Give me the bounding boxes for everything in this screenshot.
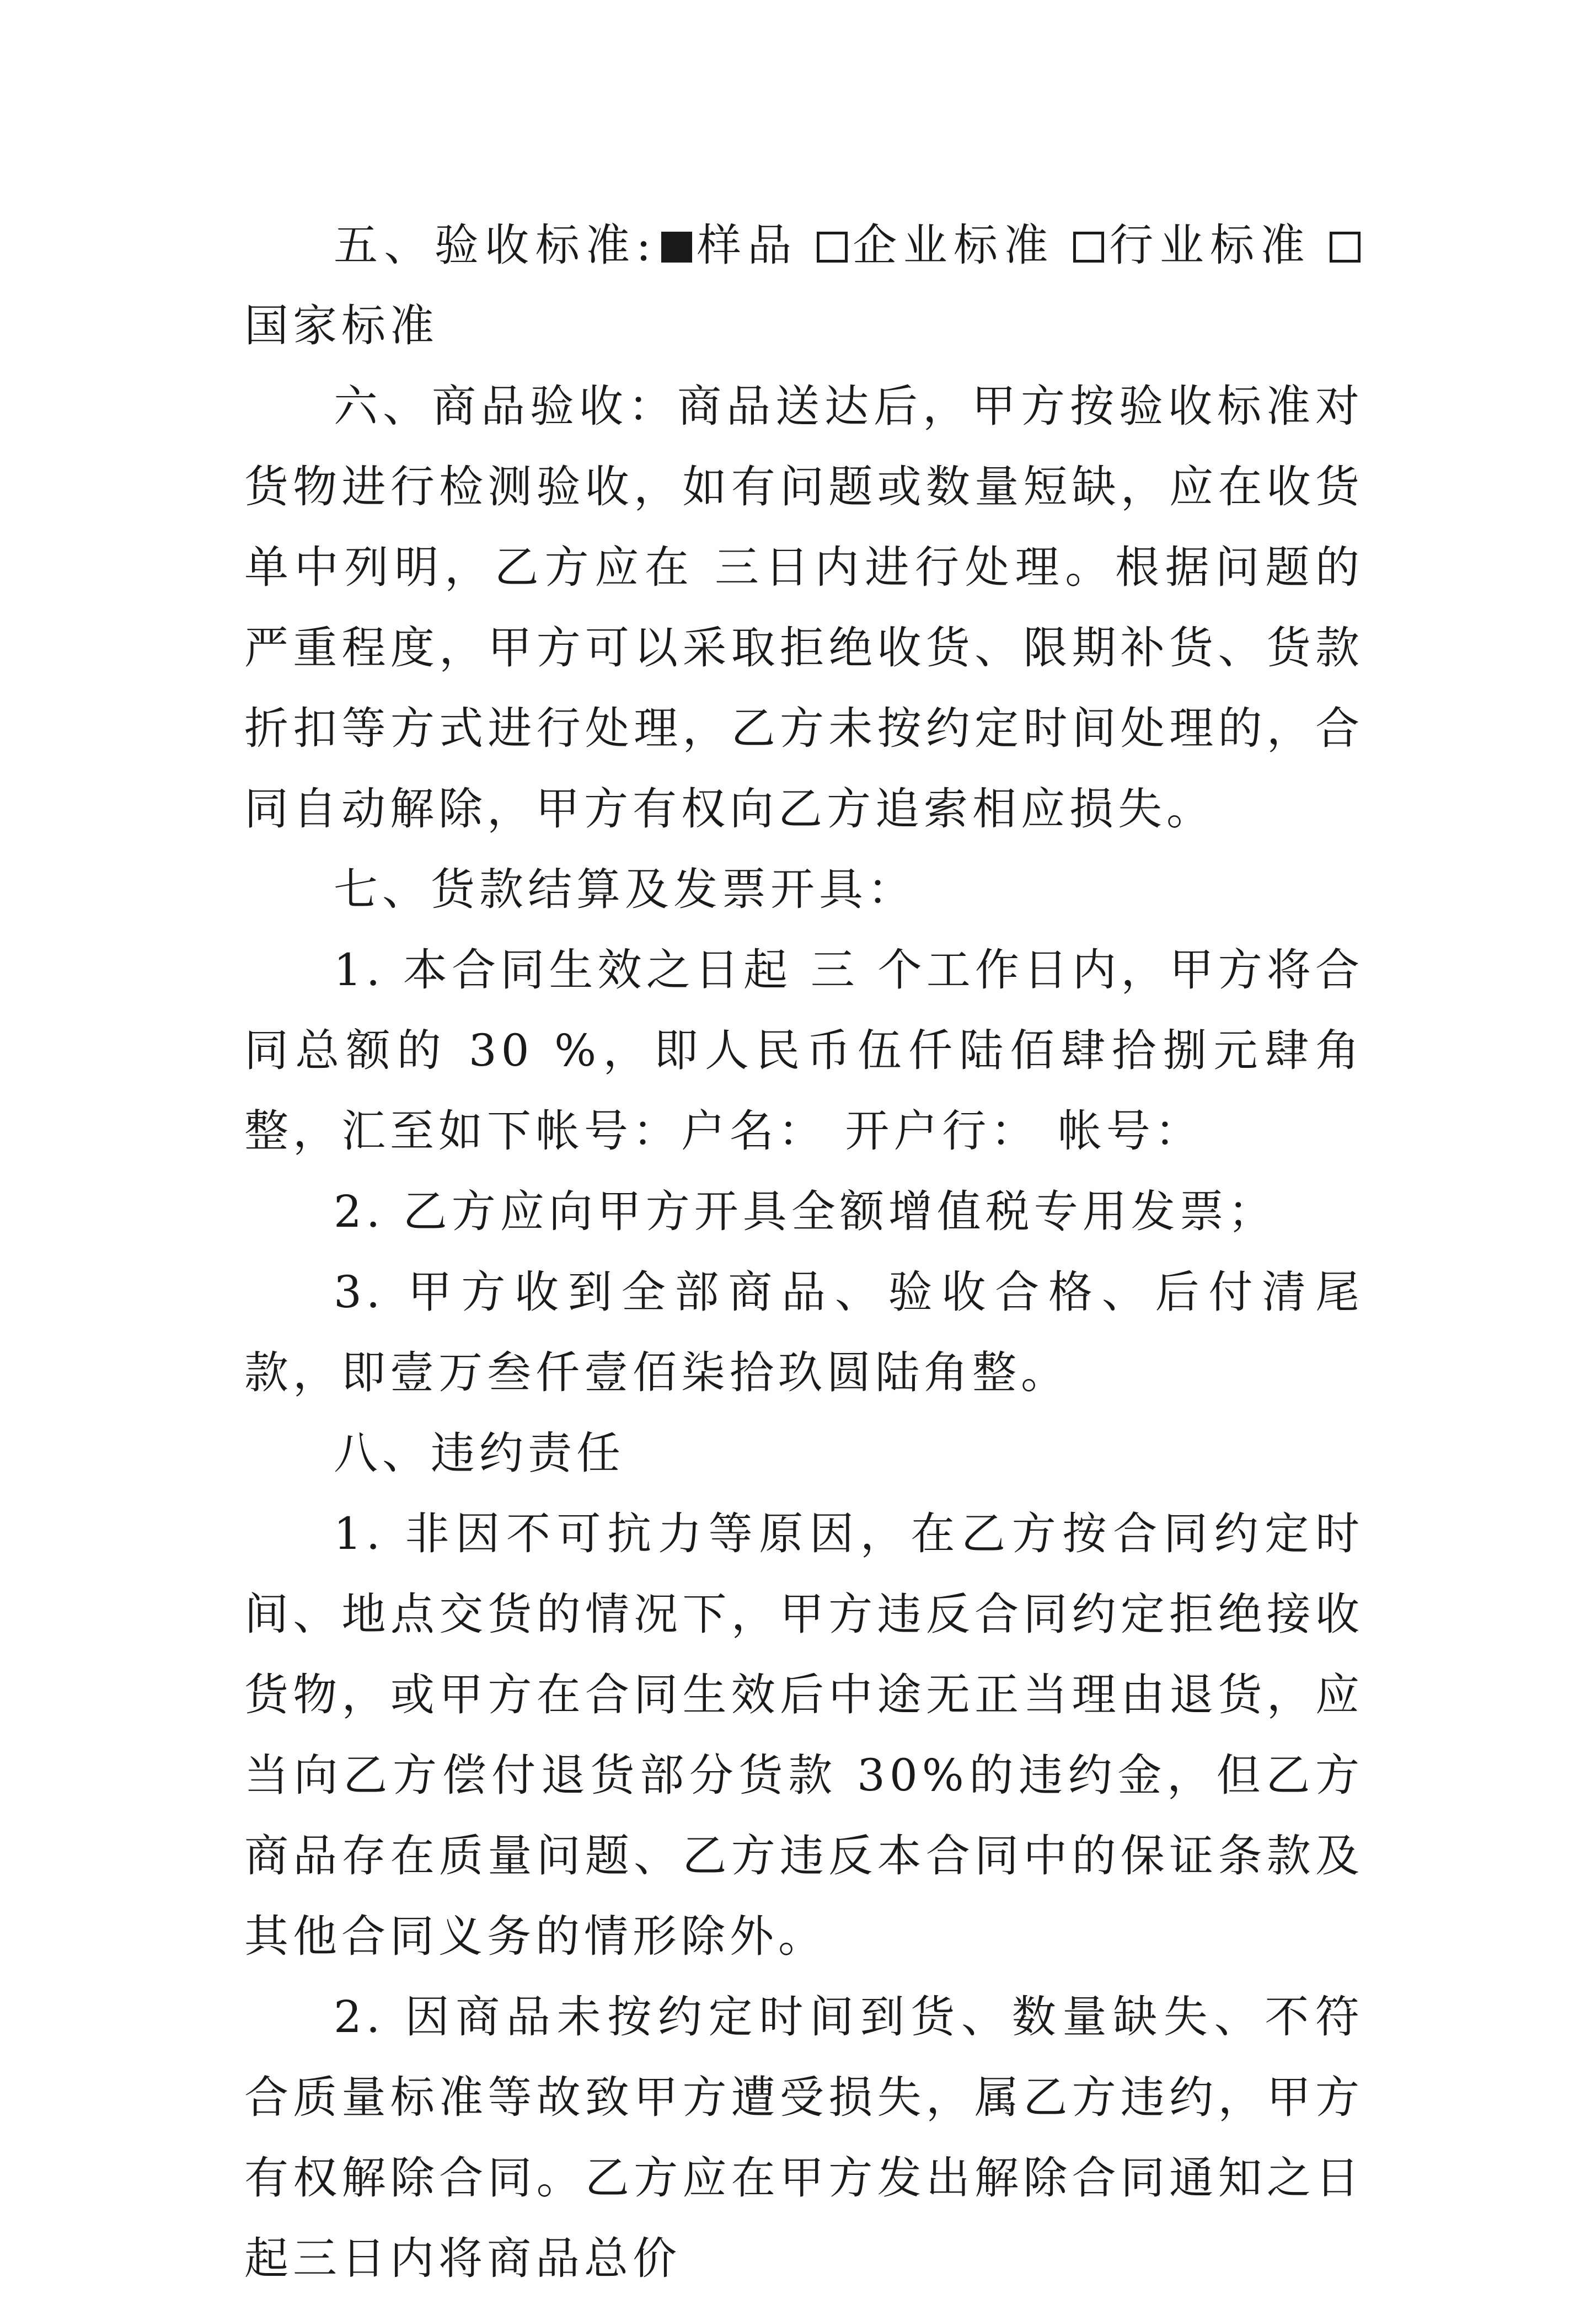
- paragraph-liability-item-1: 1. 非因不可抗力等原因，在乙方按合同约定时间、地点交货的情况下，甲方违反合同约定拒绝接收货物，或甲方在合同生效后中途无正当理由退货，应当向乙方偿付退货部分货款 30%的违约金，但乙方商品存在质量问题、乙方违反本合同中的保证条款及其他合同义务的情形除外。: [244, 1508, 1364, 1962]
- option-label-national-standard: 国家标准: [244, 300, 438, 351]
- option-label-industry-standard: 行业标准: [1107, 220, 1311, 271]
- option-label-enterprise-standard: 企业标准: [850, 220, 1054, 271]
- unchecked-box-icon: [1330, 232, 1361, 263]
- acceptance-standard-paragraph: [244, 205, 1364, 366]
- paragraph-payment-item-3: 3. 甲方收到全部商品、验收合格、后付清尾款，即壹万叁仟壹佰柒拾玖圆陆角整。: [244, 1266, 1364, 1398]
- acceptance-standard-heading: 五、验收标准:: [334, 220, 656, 271]
- paragraph-payment-invoice-heading: 七、货款结算及发票开具：: [334, 864, 916, 915]
- paragraph-liability-item-2: 2. 因商品未按约定时间到货、数量缺失、不符合质量标准等故致甲方遭受损失，属乙方违约，甲方有权解除合同。乙方应在甲方发出解除合同通知之日起三日内将商品总价: [244, 1991, 1364, 2284]
- checked-box-icon: [661, 232, 692, 263]
- paragraph-payment-item-1: 1. 本合同生效之日起 三 个工作日内，甲方将合同总额的 30 %，即人民币伍仟陆佰肆拾捌元肆角整，汇至如下帐号：户名： 开户行： 帐号：: [244, 944, 1364, 1157]
- paragraph-liability-heading: 八、违约责任: [334, 1427, 625, 1479]
- option-label-sample: 样品: [695, 220, 798, 271]
- unchecked-box-icon: [1073, 232, 1104, 263]
- contract-body: [244, 205, 1364, 2299]
- unchecked-box-icon: [817, 232, 848, 263]
- paragraph-payment-item-2: 2. 乙方应向甲方开具全额增值税专用发票；: [334, 1186, 1277, 1237]
- paragraph-goods-inspection: 六、商品验收：商品送达后，甲方按验收标准对货物进行检测验收，如有问题或数量短缺，应在收货单中列明，乙方应在 三日内进行处理。根据问题的严重程度，甲方可以采取拒绝收货、限期补货、货款折扣等方式进行处理，乙方未按约定时间处理的，合同自动解除，甲方有权向乙方追索相应损失。: [244, 381, 1364, 835]
